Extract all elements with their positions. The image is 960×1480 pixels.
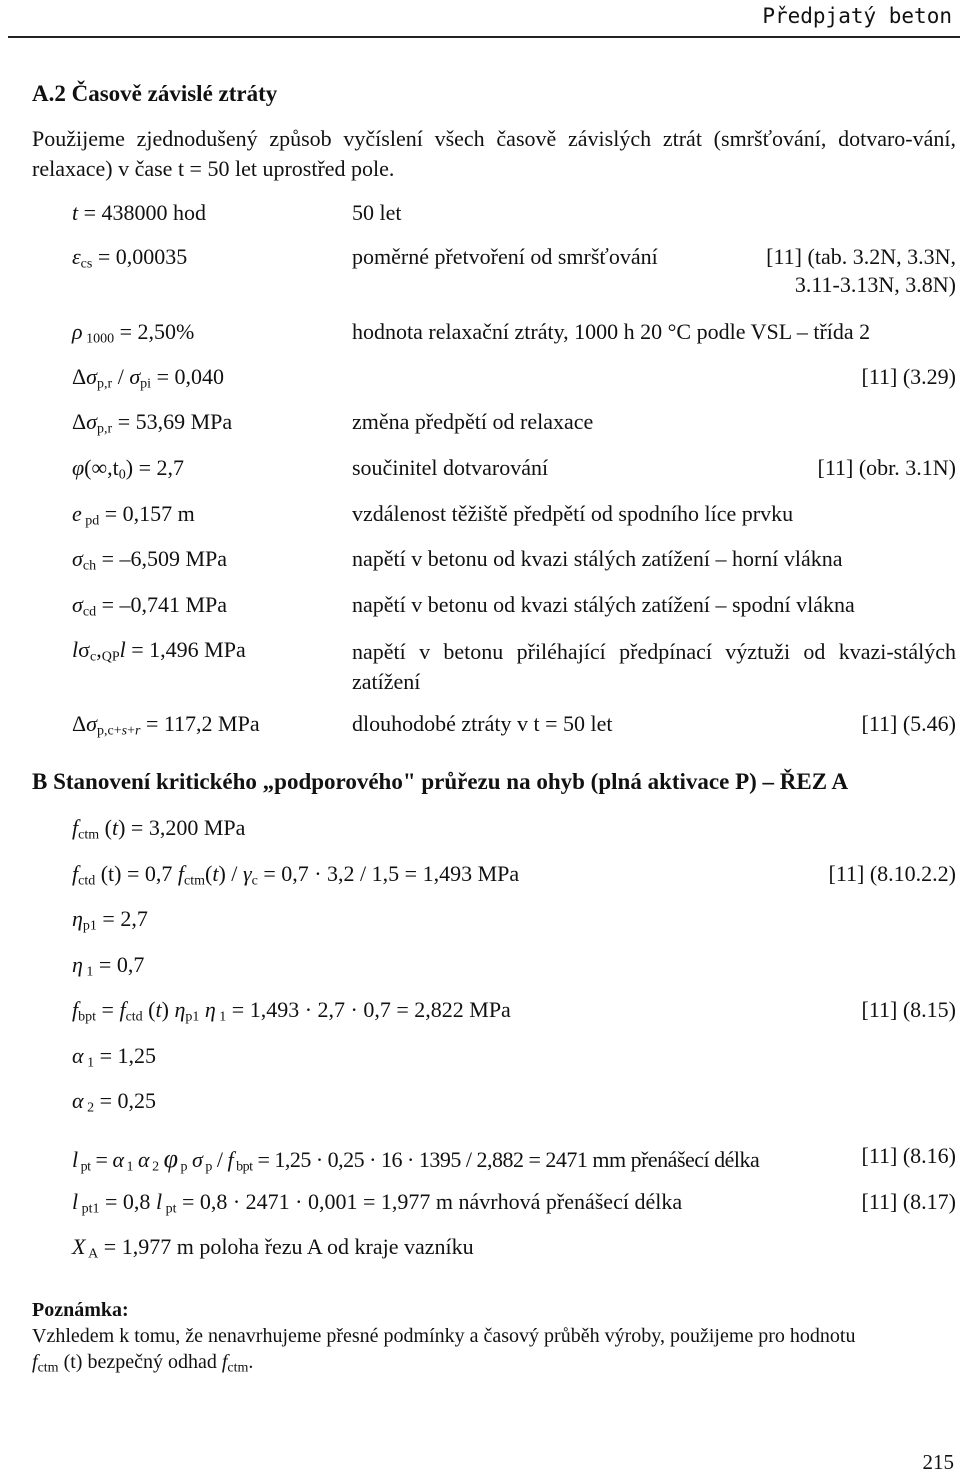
rho-formula: ρ $_{1000}$ = 2,50% <box>72 319 195 347</box>
scd-desc: napětí v betonu od kvazi stálých zatížení – spodní vlákna <box>352 592 855 617</box>
eta1-formula: η $_1$ = 0,7 <box>72 952 145 980</box>
ratio-formula: $\Delta\sigma_{p,r} / \sigma_{pi} = 0,040$ <box>72 364 224 392</box>
note-text-line2: $f_{ctm}$ (t) bezpečný odhad $f_{ctm}$. <box>32 1351 254 1376</box>
phi-ref: [11] (obr. 3.1N) <box>817 455 956 480</box>
ecs-ref-1: [11] (tab. 3.2N, 3.3N, <box>766 244 956 269</box>
section-title-b: B Stanovení kritického „podporového" průřezu na ohyb (plná aktivace P) – ŘEZ A <box>32 769 849 794</box>
scd-formula: $\sigma_{cd} = -0,741$ MPa <box>72 592 228 620</box>
ecs-desc: poměrné přetvoření od smršťování <box>352 244 658 269</box>
sch-formula: $\sigma_{ch} = -6,509$ MPa <box>72 546 228 574</box>
xa-formula: X $_A$ = 1,977 m poloha řezu A od kraje vazníku <box>72 1234 474 1262</box>
fctm-formula: $f_{ctm}$ (t) = 3,200 MPa <box>72 815 246 843</box>
fbpt-ref: [11] (8.15) <box>861 997 956 1022</box>
loss-desc: dlouhodobé ztráty v t = 50 let <box>352 711 613 736</box>
running-title: Předpjatý beton <box>762 4 952 28</box>
phi-desc: součinitel dotvarování <box>352 455 549 480</box>
sch-desc: napětí v betonu od kvazi stálých zatížení – horní vlákna <box>352 546 843 571</box>
section-title-a2: A.2 Časově závislé ztráty <box>32 81 278 106</box>
scqp-desc: napětí v betonu přiléhající předpínací výztuži od kvazi-stálých zatížení <box>352 639 956 694</box>
loss-formula: $\Delta\sigma_{p,c+s+r} = 117,2$ MPa <box>72 711 260 739</box>
lpt-formula: l $_{pt}$ = α $_1$ α $_2$ φ $_p$ σ $_p$ / f $_{bpt}$ = 1,25 · 0,25 · 16 · 1395 / 2,882 = 2471 mm přenášecí délka <box>72 1144 760 1175</box>
fctd-ref: [11] (8.10.2.2) <box>828 861 956 886</box>
header-rule <box>8 36 960 38</box>
phi-formula: $\varphi(\infty,t_0) = 2,7$ <box>72 455 185 483</box>
lpt1-formula: l $_{pt1}$ = 0,8 l $_{pt}$ = 0,8 · 2471 · 0,001 = 1,977 m návrhová přenášecí délka <box>72 1189 683 1217</box>
intro-paragraph: Použijeme zjednodušený způsob vyčíslení všech časově závislých ztrát (smršťování, dotvaro-vání, relaxace) v čase t = 50 let uprostřed pole. <box>32 126 956 181</box>
lpt-ref: [11] (8.16) <box>861 1143 956 1168</box>
alpha1-formula: α $_1$ = 1,25 <box>72 1043 156 1071</box>
note-text-line1: Vzhledem k tomu, že nenavrhujeme přesné podmínky a časový průběh výroby, použijeme pro hodnotu <box>32 1325 856 1347</box>
rho-desc: hodnota relaxační ztráty, 1000 h 20 °C podle VSL – třída 2 <box>352 319 871 344</box>
epd-formula: e $_{pd}$ = 0,157 m <box>72 501 195 529</box>
etap1-formula: $\eta_{p1} = 2,7$ <box>72 906 148 934</box>
scqp-formula: $l\sigma_c,_{QP}l = 1,496$ MPa <box>72 637 246 665</box>
ratio-ref: [11] (3.29) <box>861 364 956 389</box>
page-number: 215 <box>922 1450 954 1474</box>
t-formula: t = 438000 hod <box>72 200 207 225</box>
ecs-ref-2: 3.11-3.13N, 3.8N) <box>794 272 956 297</box>
dspr-formula: $\Delta\sigma_{p,r} = 53,69$ MPa <box>72 409 233 437</box>
fbpt-formula: $f_{bpt} = f_{ctd}$ (t) $\eta_{p1}$ η $_1$ = 1,493 · 2,7 · 0,7 = 2,822 MPa <box>72 997 511 1025</box>
loss-ref: [11] (5.46) <box>861 711 956 736</box>
alpha2-formula: α $_2$ = 0,25 <box>72 1088 156 1116</box>
epd-desc: vzdálenost těžiště předpětí od spodního líce prvku <box>352 501 794 526</box>
ecs-formula: $\varepsilon_{cs} = 0,00035$ <box>72 244 188 272</box>
note-heading: Poznámka: <box>32 1299 129 1321</box>
dspr-desc: změna předpětí od relaxace <box>352 409 594 434</box>
lpt1-ref: [11] (8.17) <box>861 1189 956 1214</box>
t-desc: 50 let <box>352 200 402 225</box>
fctd-formula: $f_{ctd}$ (t) = 0,7 $f_{ctm}(t) / \gamma_c = 0,7 \cdot 3,2 / 1,5 = 1,493$ MPa <box>72 861 520 889</box>
